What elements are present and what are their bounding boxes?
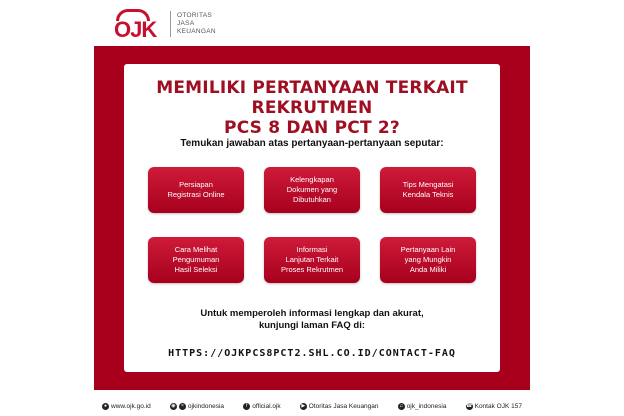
footer-youtube-text: Otoritas Jasa Keuangan [308, 402, 379, 410]
globe-icon: ● [103, 402, 108, 409]
logo-line-1: OTORITAS [177, 12, 213, 19]
ojk-logo-mark [114, 8, 168, 40]
header [94, 0, 530, 46]
footer-social-x[interactable] [170, 403, 224, 410]
headline-line-1: MEMILIKI PERTANYAAN TERKAIT REKRUTMEN [156, 78, 468, 118]
topic-tile-dokumen: Kelengkapan Dokumen yang Dibutuhkan [264, 167, 360, 213]
logo-line-3: KEUANGAN [177, 28, 216, 35]
faq-url[interactable]: HTTPS://OJKPCS8PCT2.SHL.CO.ID/CONTACT-FAQ [168, 348, 456, 359]
headline [124, 78, 500, 138]
phone-icon: ☎ [465, 402, 473, 409]
topic-tile-registrasi: Persiapan Registrasi Online [148, 167, 244, 213]
topic-tile-pengumuman: Cara Melihat Pengumuman Hasil Seleksi [148, 237, 244, 283]
ojk-logo [114, 8, 216, 40]
footer-website-text: www.ojk.go.id [111, 402, 151, 410]
youtube-icon: ▶ [301, 402, 306, 409]
content-card [124, 64, 500, 372]
footer [94, 396, 530, 416]
logo-divider [170, 11, 171, 37]
footer-contact[interactable] [466, 403, 522, 410]
subtitle: Temukan jawaban atas pertanyaan-pertanyaan seputar: [180, 138, 444, 149]
footer-website[interactable] [102, 403, 151, 410]
footer-facebook[interactable] [243, 403, 280, 410]
x-icon: × [179, 403, 186, 410]
footer-youtube[interactable] [300, 403, 379, 410]
tiktok-icon: ♫ [399, 402, 404, 409]
logo-text [177, 12, 216, 36]
instagram-icon: ◉ [171, 402, 176, 409]
topic-tile-lainnya: Pertanyaan Lain yang Mungkin Anda Miliki [380, 237, 476, 283]
logo-letters: OJK [114, 17, 157, 42]
topic-grid [148, 167, 476, 297]
facebook-icon: f [243, 403, 250, 410]
footer-contact-text: Kontak OJK 157 [474, 402, 522, 410]
poster [94, 0, 530, 416]
topic-tile-kendala: Tips Mengatasi Kendala Teknis [380, 167, 476, 213]
footer-facebook-text: official.ojk [252, 402, 281, 410]
headline-line-2: PCS 8 DAN PCT 2? [224, 118, 400, 138]
footer-tiktok-text: ojk_indonesia [406, 402, 447, 410]
footer-social-x-text: ojkindonesia [187, 402, 225, 410]
info-text: Untuk memperoleh informasi lengkap dan akurat, kunjungi laman FAQ di: [200, 308, 424, 331]
red-frame [94, 46, 530, 390]
footer-tiktok[interactable] [398, 403, 447, 410]
topic-tile-proses: Informasi Lanjutan Terkait Proses Rekrutmen [264, 237, 360, 283]
logo-line-2: JASA [177, 20, 195, 27]
